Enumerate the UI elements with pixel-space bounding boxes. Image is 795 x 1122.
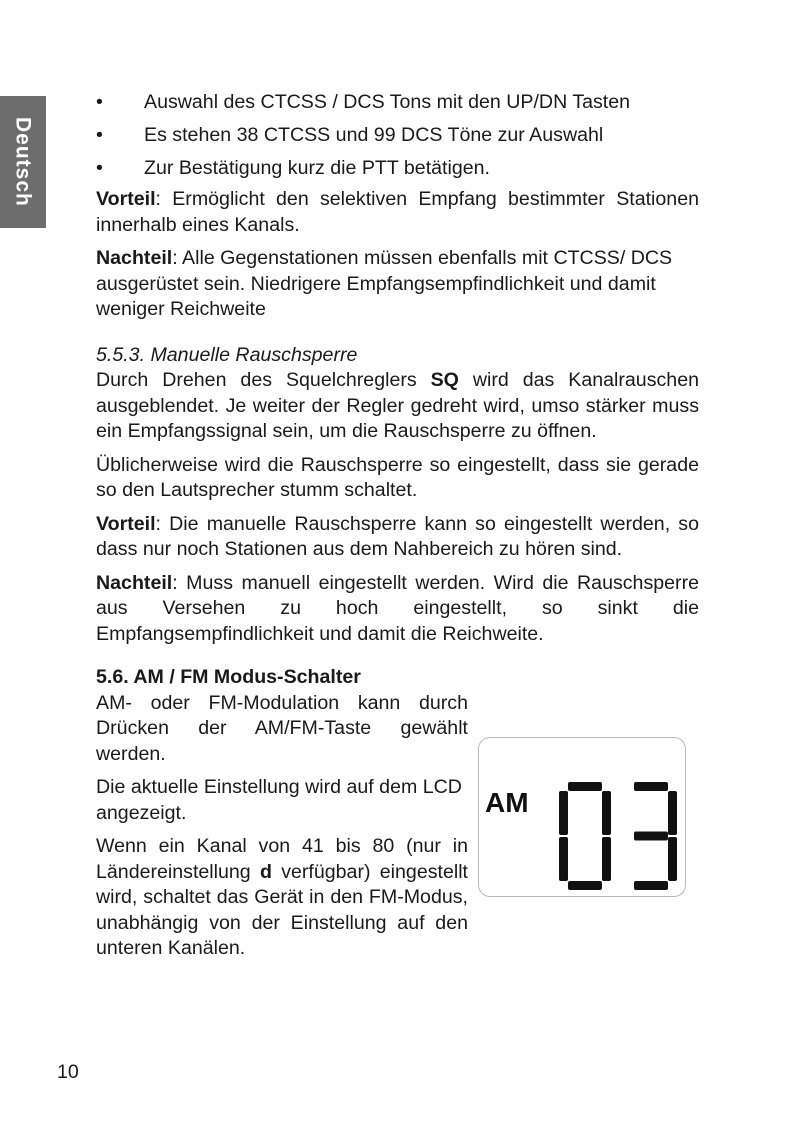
sq-label: SQ [430, 369, 459, 391]
bullet-icon: • [96, 124, 103, 146]
list-item-text: Zur Bestätigung kurz die PTT betätigen. [144, 157, 490, 179]
language-tab-label: Deutsch [11, 117, 35, 207]
advantage-text: : Die manuelle Rauschsperre kann so eingestellt werden, so dass nur noch Stationen aus dem Nahbereich zu hören sind. [96, 512, 699, 560]
list-item [96, 156, 699, 182]
page-content [96, 90, 699, 970]
lcd-segment [559, 791, 568, 835]
lcd-segment [602, 837, 611, 881]
lcd-paragraph: Die aktuelle Einstellung wird auf dem LCD angezeigt. [96, 776, 462, 824]
lcd-channel-digits [559, 782, 677, 890]
disadvantage-label: Nachteil [96, 247, 173, 269]
advantage-label: Vorteil [96, 512, 156, 535]
text-run: Wenn ein Kanal von 41 bis 80 (nur in Ländereinstellung [96, 835, 468, 883]
language-tab [0, 96, 46, 228]
text-run: wird das Kanalrauschen ausgeblendet. Je weiter der Regler gedreht wird, umso stärker muss ein Empfangssignal sein, um die Rauschsperre zu öffnen. [96, 369, 699, 442]
squelch-intro-paragraph [96, 368, 699, 445]
squelch-usual-paragraph: Üblicherweise wird die Rauschsperre so eingestellt, dass sie gerade so den Lautsprecher stumm schaltet. [96, 453, 699, 501]
text-run: verfügbar) eingestellt wird, schaltet das Gerät in den FM-Modus, unabhängig von der Einstellung auf den unteren Kanälen. [96, 860, 469, 959]
list-item [96, 90, 699, 116]
am-fm-section [96, 691, 699, 962]
list-item-text: Es stehen 38 CTCSS und 99 DCS Töne zur Auswahl [144, 124, 604, 146]
lcd-segment [668, 837, 677, 881]
am-fm-text-column [96, 691, 468, 962]
list-item [96, 123, 699, 149]
advantage-text: : Ermöglicht den selektiven Empfang bestimmter Stationen innerhalb eines Kanals. [96, 188, 699, 236]
text-run: Durch Drehen des Squelchreglers [96, 369, 431, 391]
lcd-svg [479, 738, 687, 898]
section-heading: 5.5.3. Manuelle Rauschsperre [96, 343, 358, 366]
lcd-segment [634, 881, 668, 890]
disadvantage-text: : Alle Gegenstationen müssen ebenfalls mit CTCSS/ DCS ausgerüstet sein. Niedrigere Empfangsempfindlichkeit und damit weniger Reichweite [96, 247, 673, 320]
bullet-icon: • [96, 157, 103, 179]
bullet-list [96, 90, 699, 182]
lcd-segment [634, 831, 668, 840]
lcd-segment [568, 881, 602, 890]
lcd-segment [568, 782, 602, 791]
section-heading: 5.6. AM / FM Modus-Schalter [96, 666, 361, 688]
channel-range-paragraph [96, 834, 468, 962]
squelch-disadvantage-paragraph [96, 571, 699, 648]
advantage-label: Vorteil [96, 188, 156, 210]
lcd-mode-text: AM [485, 786, 529, 818]
bullet-icon: • [96, 91, 103, 113]
lcd-segment [559, 837, 568, 881]
lcd-segment [634, 782, 668, 791]
lcd-segment [668, 791, 677, 835]
advantage-paragraph [96, 187, 699, 238]
squelch-advantage-paragraph [96, 512, 699, 563]
disadvantage-text: : Muss manuell eingestellt werden. Wird die Rauschsperre aus Versehen zu hoch eingestellt, so sinkt die Empfangsempfindlichkeit und damit die Reichweite. [96, 571, 699, 645]
am-fm-paragraph: AM- oder FM-Modulation kann durch Drücken der AM/FM-Taste gewählt werden. [96, 691, 468, 765]
disadvantage-paragraph [96, 246, 699, 323]
lcd-segment [602, 791, 611, 835]
disadvantage-label: Nachteil [96, 571, 173, 594]
list-item-text: Auswahl des CTCSS / DCS Tons mit den UP/DN Tasten [144, 91, 631, 113]
page-number: 10 [57, 1061, 79, 1083]
lcd-display [478, 737, 686, 897]
country-setting-label: d [259, 860, 272, 883]
